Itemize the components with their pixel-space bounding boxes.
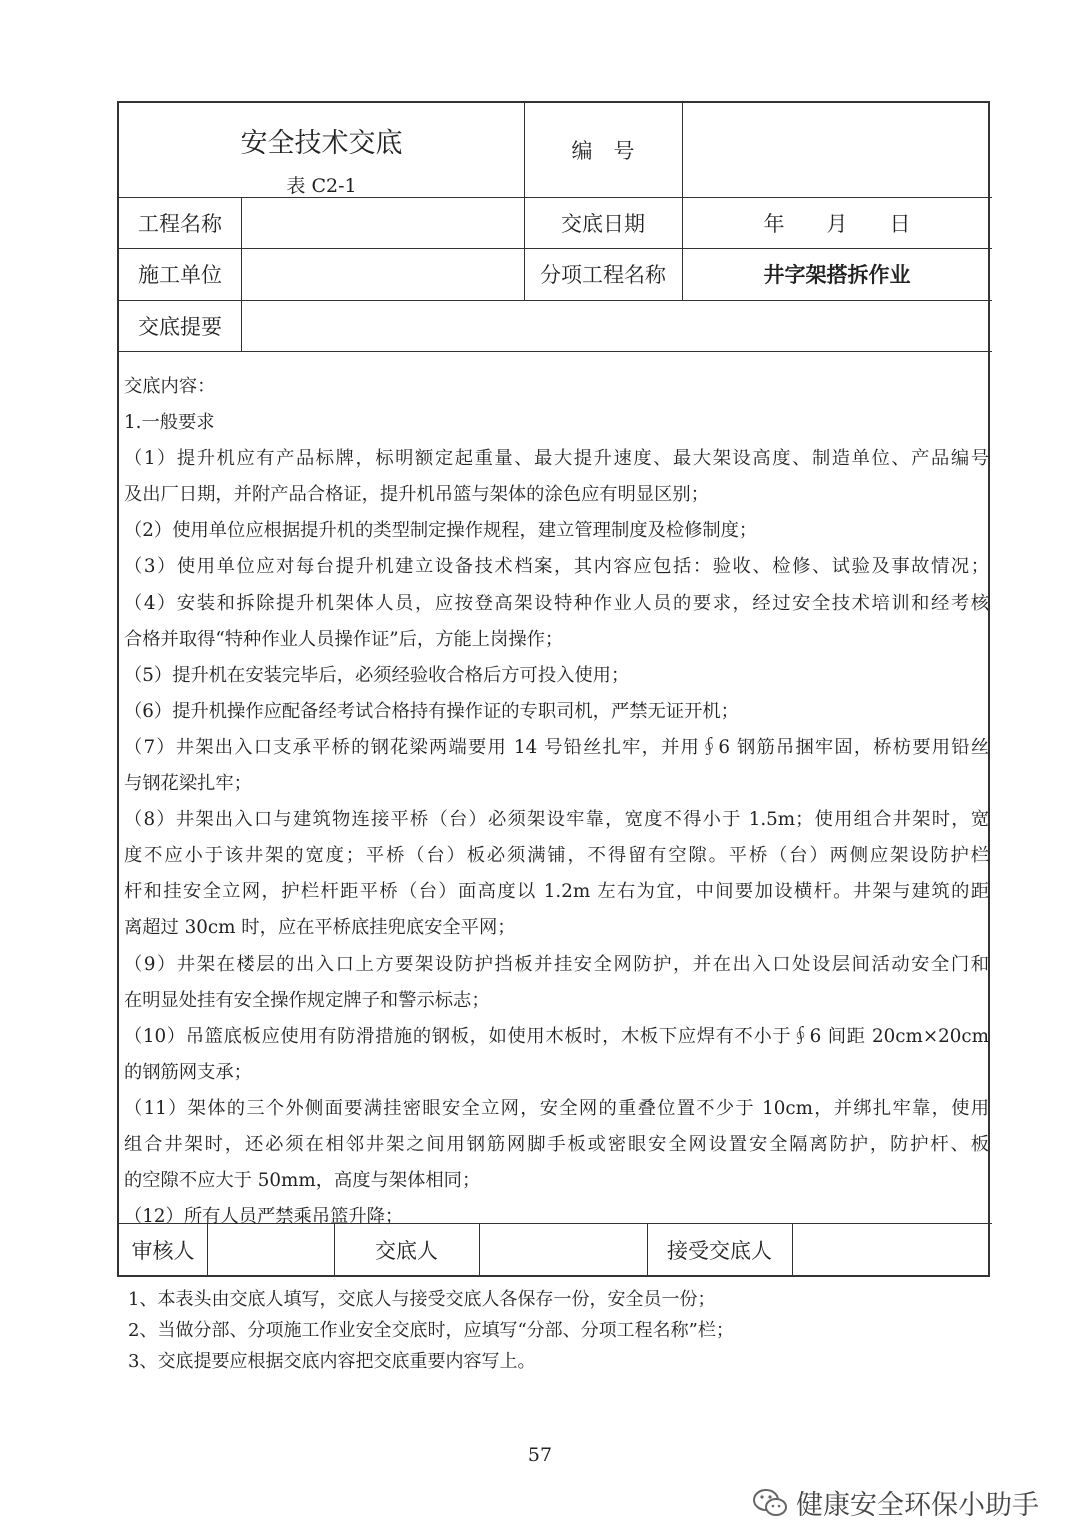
- content-line: （7）井架出入口支承平桥的钢花梁两端要用 14 号铅丝扎牢，并用∮6 钢筋吊捆牢固，桥枋要用铅丝: [124, 736, 989, 758]
- content-line: （8）井架出入口与建筑物连接平桥（台）必须架设牢靠，宽度不得小于 1.5m；使用组合井架时，宽: [124, 809, 989, 831]
- receiver-field[interactable]: [792, 1223, 992, 1277]
- content-line: （10）吊篮底板应使用有防滑措施的钢板，如使用木板时，木板下应焊有不小于∮6 间距 20cm×20cm: [124, 1025, 989, 1047]
- content-line: 度不应小于该井架的宽度；平桥（台）板必须满铺，不得留有空隙。平桥（台）两侧应架设防护栏: [124, 845, 989, 867]
- content-line: 杆和挂安全立网，护栏杆距平桥（台）面高度以 1.2m 左右为宜，中间要加设横杆。井架与建筑的距: [124, 881, 989, 903]
- reviewer-label: 审核人: [131, 1239, 195, 1263]
- reviewer-field[interactable]: [207, 1223, 334, 1277]
- content-line: （2）使用单位应根据提升机的类型制定操作规程，建立管理制度及检修制度；: [124, 520, 758, 542]
- form-number: 表 C2-1: [286, 175, 357, 197]
- content-line: （11）架体的三个外侧面要满挂密眼安全立网，安全网的重叠位置不少于 10cm，并绑扎牢靠，使用: [124, 1097, 989, 1119]
- serial-field[interactable]: [682, 103, 992, 197]
- content-line: 与钢花梁扎牢；: [124, 773, 252, 795]
- discloser-field[interactable]: [479, 1223, 647, 1277]
- form-title: 安全技术交底: [240, 128, 403, 159]
- content-line: （9）井架在楼层的出入口上方要架设防护挡板并挂安全网防护，并在出入口处设层间活动安全门和: [124, 953, 989, 975]
- project-name-field[interactable]: [241, 197, 524, 248]
- content-line: 合格并取得“特种作业人员操作证”后，方能上岗操作；: [124, 628, 564, 650]
- watermark-text: 健康安全环保小助手: [796, 1490, 1039, 1521]
- disclosure-content: [124, 369, 989, 1235]
- content-line: 离超过 30cm 时，应在平桥底挂兜底安全平网；: [124, 917, 516, 939]
- receiver-label: 接受交底人: [667, 1239, 772, 1263]
- subitem-label: 分项工程名称: [540, 263, 666, 287]
- page-number: 57: [527, 1444, 553, 1466]
- wechat-icon: [752, 1488, 788, 1518]
- content-line: 的钢筋网支承；: [124, 1061, 252, 1083]
- date-field[interactable]: 年 月 日: [763, 211, 911, 236]
- summary-field[interactable]: [241, 300, 992, 351]
- note-item: 1、本表头由交底人填写，交底人与接受交底人各保存一份，安全员一份；: [128, 1289, 716, 1310]
- subitem-value[interactable]: 井字架搭拆作业: [763, 262, 911, 287]
- content-line: 的空隙不应大于 50mm，高度与架体相同；: [124, 1170, 481, 1192]
- content-line: （3）使用单位应对每台提升机建立设备技术档案，其内容应包括：验收、检修、试验及事故情况；: [124, 556, 989, 578]
- note-item: 2、当做分部、分项施工作业安全交底时，应填写“分部、分项工程名称”栏；: [128, 1320, 734, 1341]
- watermark: [752, 1483, 1039, 1522]
- form-notes: [128, 1284, 734, 1377]
- note-item: 3、交底提要应根据交底内容把交底重要内容写上。: [128, 1351, 536, 1372]
- discloser-label: 交底人: [375, 1239, 438, 1263]
- content-line: 交底内容：: [124, 376, 216, 397]
- content-line: （5）提升机在安装完毕后，必须经验收合格后方可投入使用；: [124, 664, 630, 686]
- contractor-field[interactable]: [241, 248, 524, 300]
- project-name-label: 工程名称: [138, 211, 222, 236]
- serial-label: 编 号: [571, 139, 635, 163]
- date-label: 交底日期: [561, 211, 645, 236]
- content-line: 及出厂日期，并附产品合格证，提升机吊篮与架体的涂色应有明显区别；: [124, 484, 709, 506]
- content-line: （6）提升机操作应配备经考试合格持有操作证的专职司机，严禁无证开机；: [124, 700, 739, 722]
- content-line: （12）所有人员严禁乘吊篮升降；: [124, 1206, 404, 1228]
- content-line: 1.一般要求: [124, 412, 215, 434]
- safety-disclosure-form: [117, 101, 990, 1277]
- content-line: 组合井架时，还必须在相邻井架之间用钢筋网脚手板或密眼安全网设置安全隔离防护，防护杆、板: [124, 1133, 989, 1155]
- contractor-label: 施工单位: [138, 263, 222, 287]
- row-divider: [119, 351, 992, 352]
- summary-label: 交底提要: [138, 314, 222, 339]
- content-line: 在明显处挂有安全操作规定牌子和警示标志；: [124, 989, 490, 1011]
- content-line: （4）安装和拆除提升机架体人员，应按登高架设特种作业人员的要求，经过安全技术培训和经考核: [124, 592, 989, 614]
- content-line: （1）提升机应有产品标牌，标明额定起重量、最大提升速度、最大架设高度、制造单位、产品编号: [124, 448, 989, 470]
